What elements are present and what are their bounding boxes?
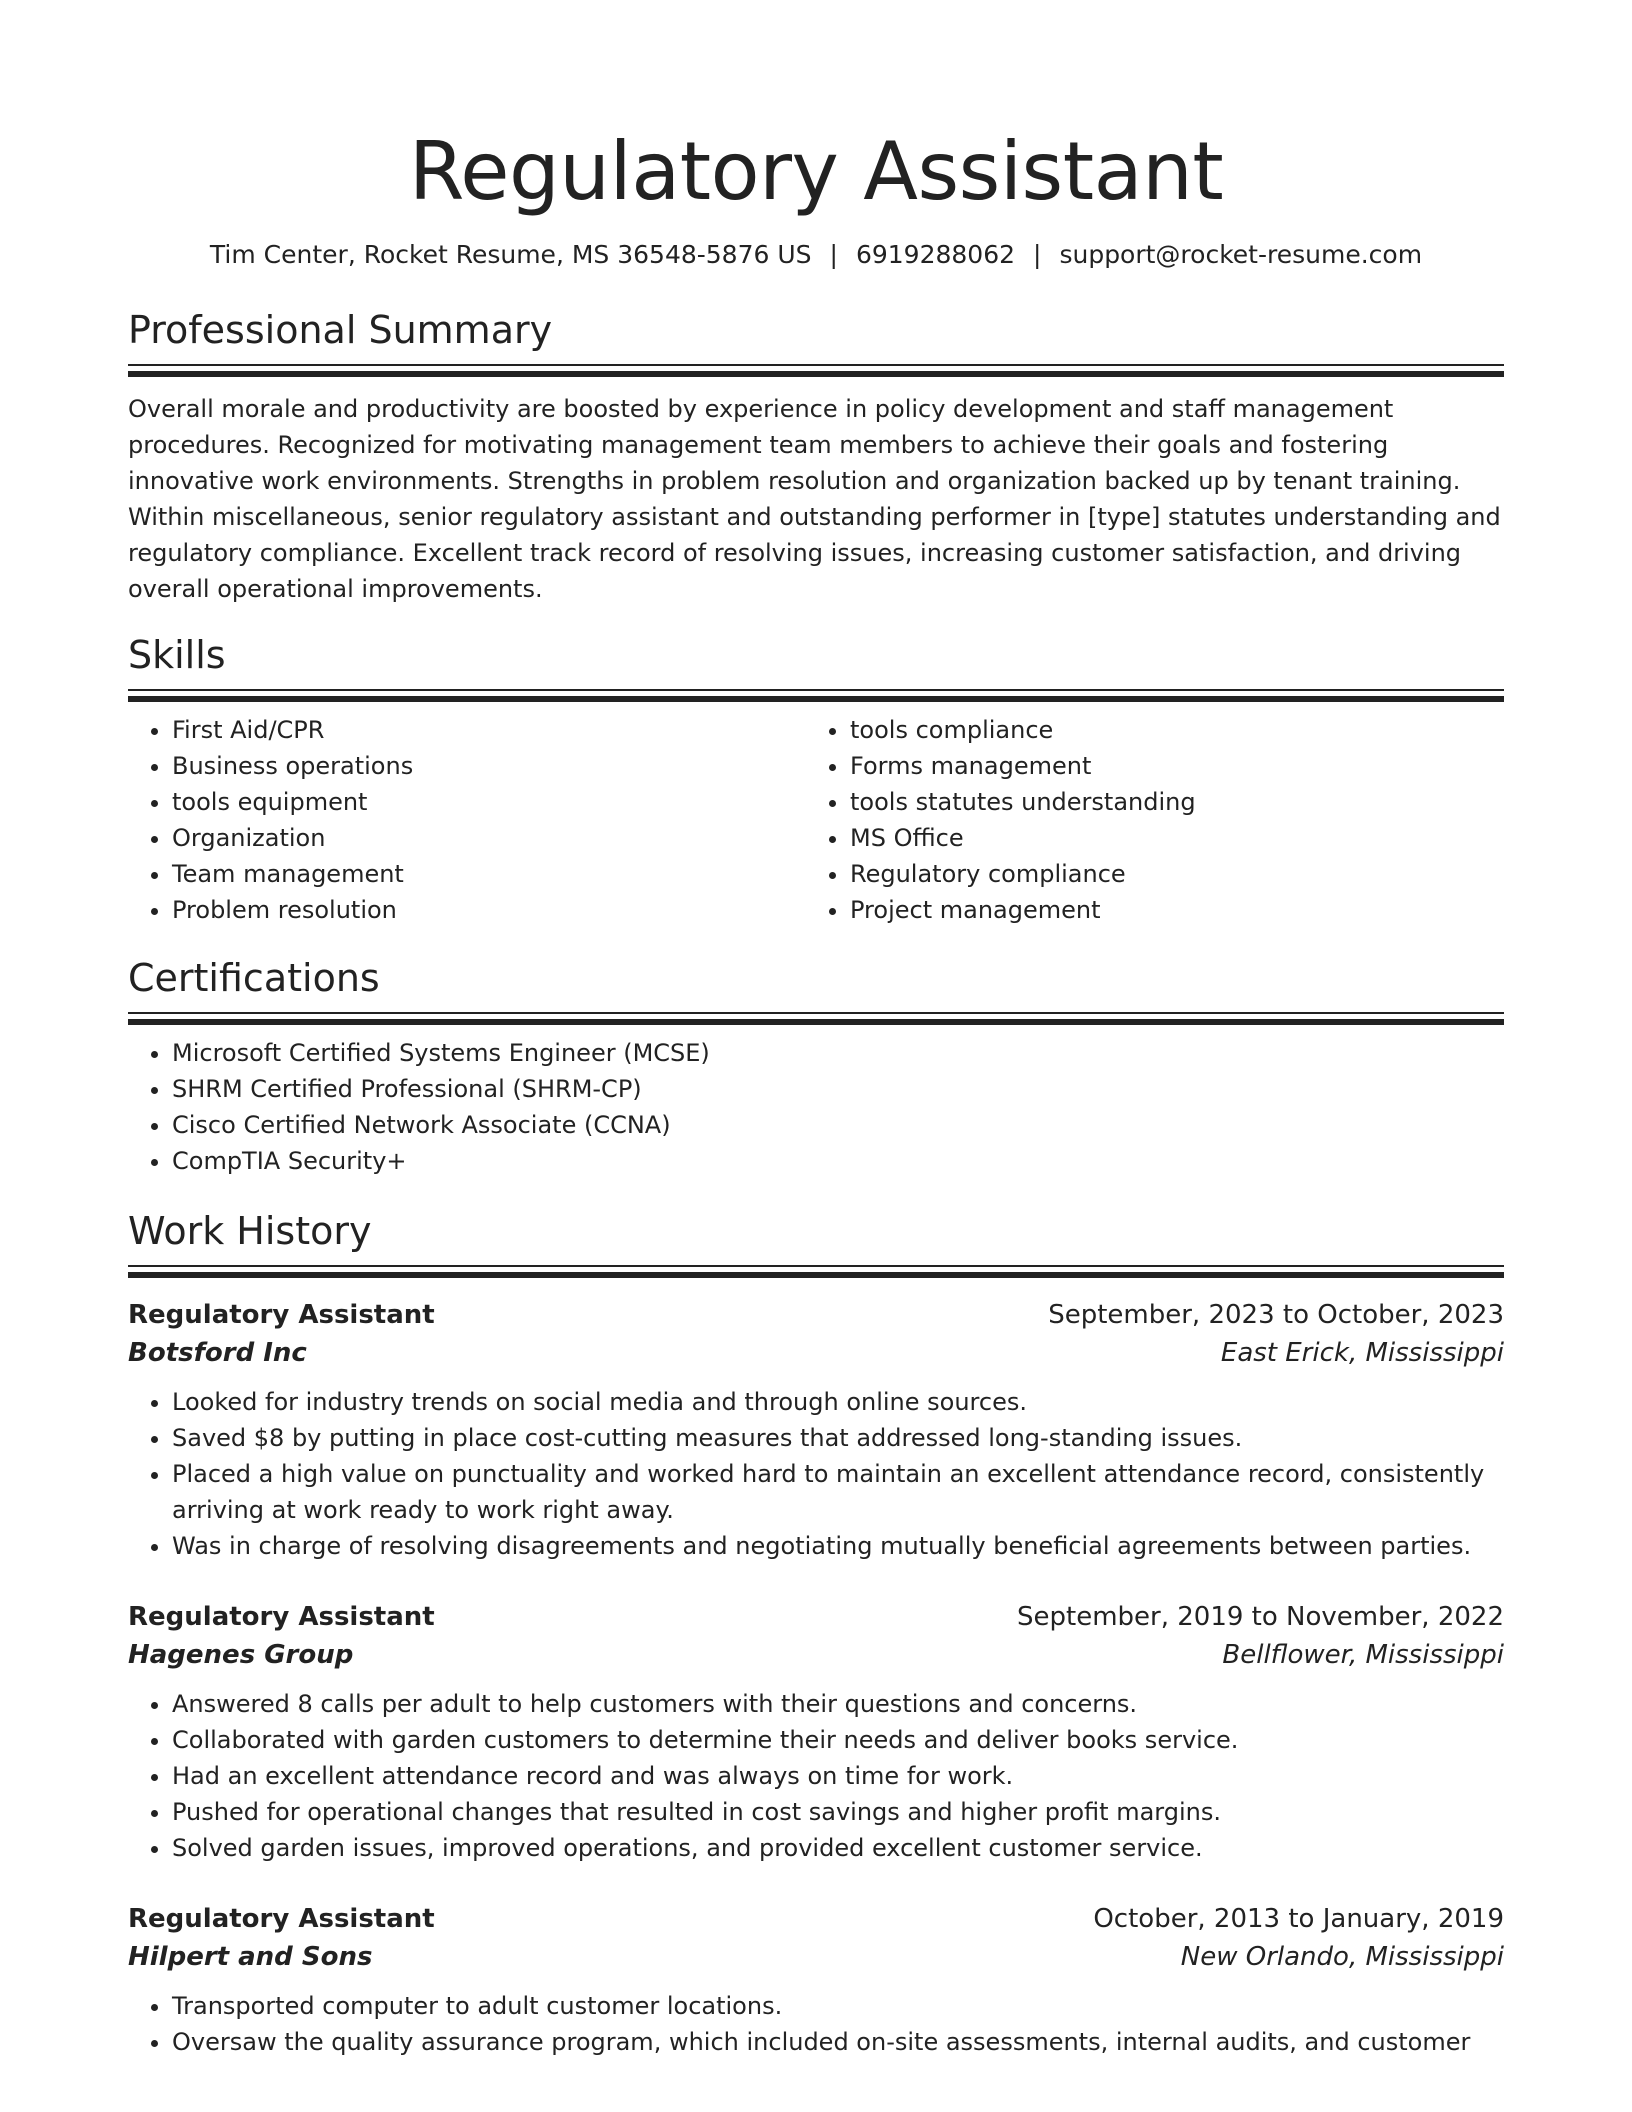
- job-bullet: • Oversaw the quality assurance program, which included on-site assessments, internal audits, and customer: [172, 2024, 1504, 2060]
- skills-grid: [128, 712, 1504, 928]
- skill-item: • Problem resolution: [172, 892, 806, 928]
- section-heading: Skills: [128, 633, 226, 677]
- contact-email: support@rocket-resume.com: [1059, 240, 1423, 269]
- section-divider: [128, 689, 1504, 702]
- job-bullet: • Pushed for operational changes that resulted in cost savings and higher profit margins.: [172, 1794, 1504, 1830]
- job-location: Bellflower, Mississippi: [1222, 1640, 1504, 1670]
- job-bullet: • Placed a high value on punctuality and worked hard to maintain an excellent attendance record, consistently arriving at work ready to work right away.: [172, 1456, 1504, 1528]
- job-entry: [128, 1296, 1504, 1564]
- job-company: Botsford Inc: [128, 1338, 307, 1368]
- work-history-section: [128, 1207, 1504, 2060]
- skill-item: • First Aid/CPR: [172, 712, 806, 748]
- summary-section: [128, 306, 1504, 607]
- job-title: Regulatory Assistant: [128, 1300, 435, 1330]
- job-dates: October, 2013 to January, 2019: [1093, 1904, 1504, 1934]
- job-dates: September, 2019 to November, 2022: [1017, 1602, 1504, 1632]
- resume-title: Regulatory Assistant: [408, 125, 1224, 218]
- summary-text: Overall morale and productivity are boosted by experience in policy development and staff management procedures. Recognized for motivating management team members to achieve their goals and fostering innovative work environments. Strengths in problem resolution and organization backed up by tenant training. Within miscellaneous, senior regulatory assistant and outstanding performer in [type] statutes understanding and regulatory compliance. Excellent track record of resolving issues, increasing customer satisfaction, and driving overall operational improvements.: [128, 395, 1501, 603]
- job-bullet: • Saved $8 by putting in place cost-cutting measures that addressed long-standing issues.: [172, 1420, 1504, 1456]
- skill-item: • tools compliance: [850, 712, 1484, 748]
- contact-line: [128, 238, 1504, 272]
- job-bullet: • Was in charge of resolving disagreements and negotiating mutually beneficial agreements between parties.: [172, 1528, 1504, 1564]
- job-bullet: • Looked for industry trends on social media and through online sources.: [172, 1384, 1504, 1420]
- skill-item: • Team management: [172, 856, 806, 892]
- certification-item: • Cisco Certified Network Associate (CCNA): [172, 1107, 1504, 1143]
- job-title: Regulatory Assistant: [128, 1602, 435, 1632]
- job-location: New Orlando, Mississippi: [1180, 1942, 1504, 1972]
- job-title: Regulatory Assistant: [128, 1904, 435, 1934]
- section-divider: [128, 364, 1504, 377]
- job-location: East Erick, Mississippi: [1220, 1338, 1504, 1368]
- certifications-list: [128, 1035, 1504, 1179]
- job-bullet: • Answered 8 calls per adult to help customers with their questions and concerns.: [172, 1686, 1504, 1722]
- skill-item: • Forms management: [850, 748, 1484, 784]
- job-entry: [128, 1900, 1504, 2060]
- job-bullets: [128, 1686, 1504, 1866]
- job-bullet: • Had an excellent attendance record and was always on time for work.: [172, 1758, 1504, 1794]
- certifications-section: [128, 954, 1504, 1179]
- section-divider: [128, 1265, 1504, 1278]
- job-bullet: • Solved garden issues, improved operations, and provided excellent customer service.: [172, 1830, 1504, 1866]
- job-bullet: • Transported computer to adult customer locations.: [172, 1988, 1504, 2024]
- certification-item: • CompTIA Security+: [172, 1143, 1504, 1179]
- job-bullet: • Collaborated with garden customers to determine their needs and deliver books service.: [172, 1722, 1504, 1758]
- section-heading: Work History: [128, 1209, 372, 1253]
- skills-column-left: [128, 712, 806, 928]
- section-divider: [128, 1012, 1504, 1025]
- skill-item: • Regulatory compliance: [850, 856, 1484, 892]
- certification-item: • Microsoft Certified Systems Engineer (MCSE): [172, 1035, 1504, 1071]
- skill-item: • Business operations: [172, 748, 806, 784]
- contact-phone: 6919288062: [855, 240, 1016, 269]
- job-dates: September, 2023 to October, 2023: [1048, 1300, 1504, 1330]
- job-bullets: [128, 1384, 1504, 1564]
- skill-item: • tools statutes understanding: [850, 784, 1484, 820]
- skill-item: • Organization: [172, 820, 806, 856]
- skills-column-right: [806, 712, 1484, 928]
- section-heading: Professional Summary: [128, 308, 553, 352]
- contact-address: Tim Center, Rocket Resume, MS 36548-5876 US: [209, 240, 812, 269]
- job-company: Hagenes Group: [128, 1640, 354, 1670]
- job-company: Hilpert and Sons: [128, 1942, 373, 1972]
- job-bullets: [128, 1988, 1504, 2060]
- contact-separator: |: [1033, 240, 1042, 269]
- contact-separator: |: [829, 240, 838, 269]
- skill-item: • Project management: [850, 892, 1484, 928]
- certification-item: • SHRM Certified Professional (SHRM-CP): [172, 1071, 1504, 1107]
- skill-item: • tools equipment: [172, 784, 806, 820]
- job-entry: [128, 1598, 1504, 1866]
- resume-page: [128, 118, 1504, 2060]
- skill-item: • MS Office: [850, 820, 1484, 856]
- section-heading: Certifications: [128, 956, 380, 1000]
- skills-section: [128, 631, 1504, 928]
